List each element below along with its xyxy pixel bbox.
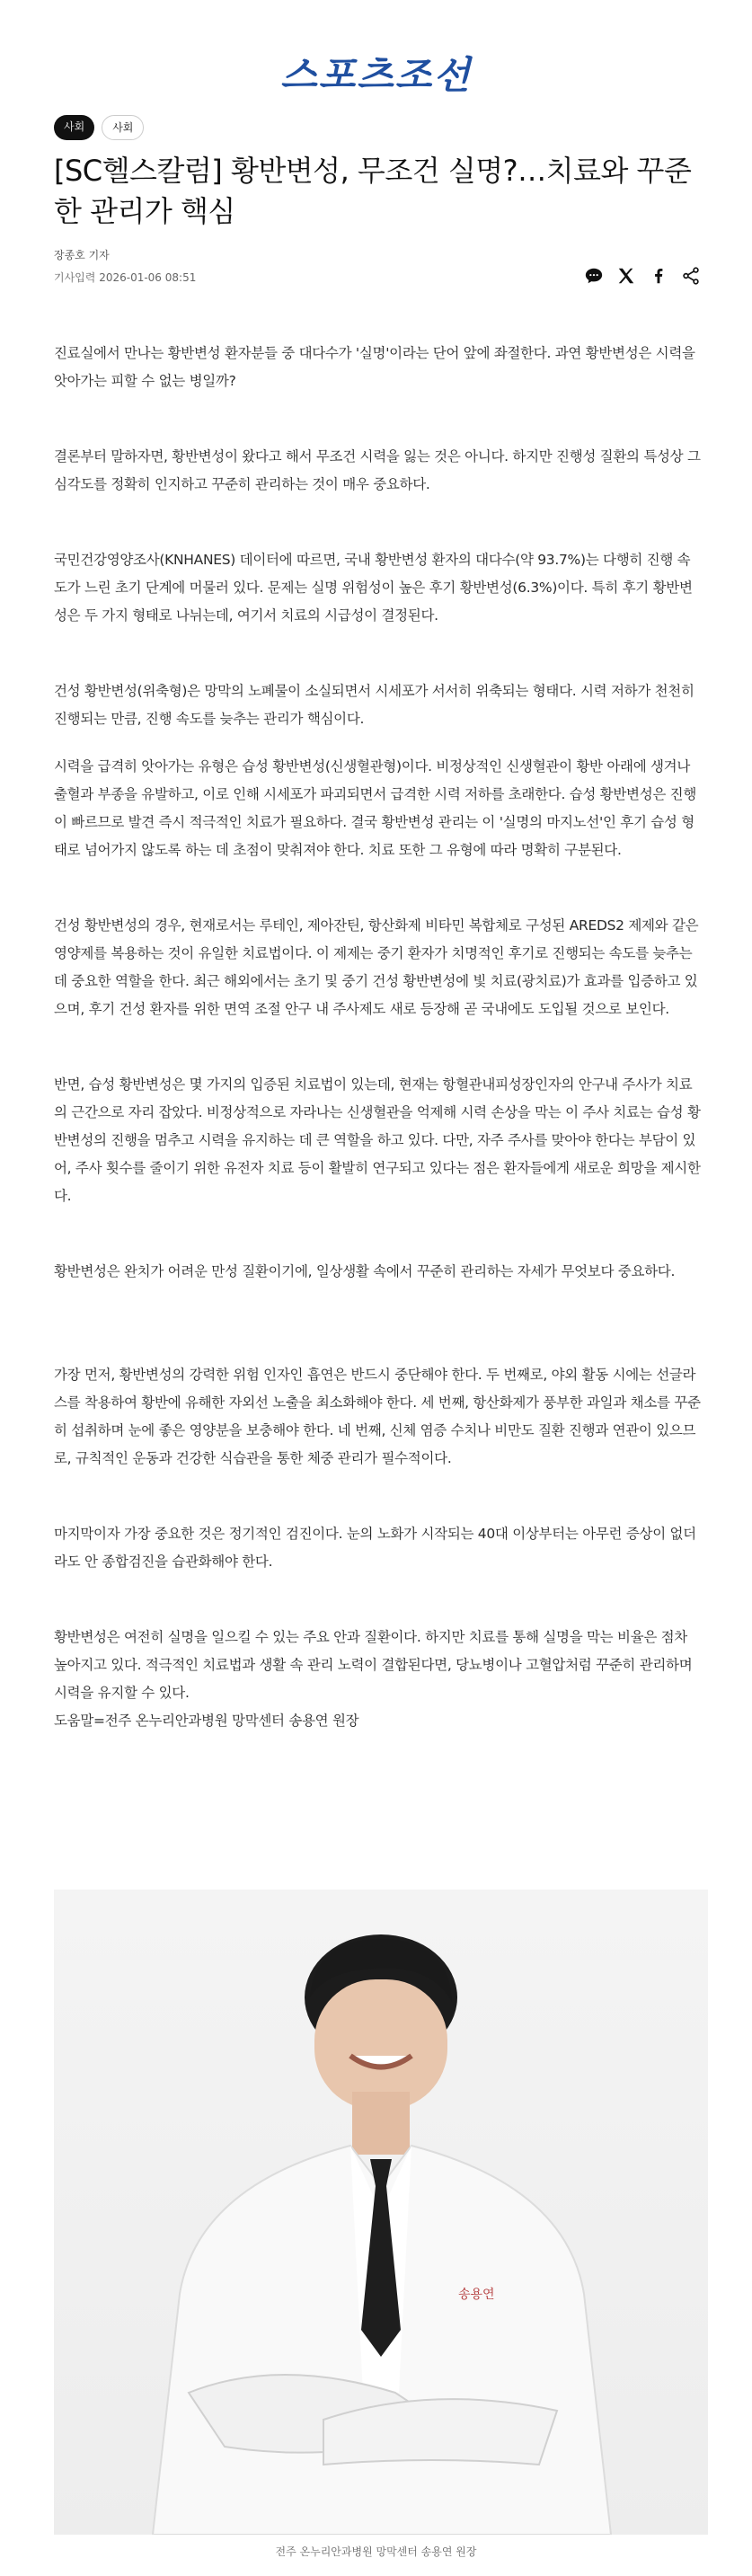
paragraph: 국민건강영양조사(KNHANES) 데이터에 따르면, 국내 황반변성 환자의 대다수(약 93.7%)는 다행히 진행 속도가 느린 초기 단계에 머물러 있다. 문제는 실명 위험성이 높은 후기 황반변성(6.3%)이다. 특히 후기 황반변성은 두 가지 형태로 나뉘는데, 여기서 치료의 시급성이 결정된다. — [54, 552, 693, 624]
category-tag-primary[interactable]: 사회 — [54, 115, 94, 140]
paragraph: 마지막이자 가장 중요한 것은 정기적인 검진이다. 눈의 노화가 시작되는 40대 이상부터는 아무런 증상이 없더라도 안 종합검진을 습관화해야 한다. — [54, 1526, 696, 1570]
paragraph: 건성 황반변성의 경우, 현재로서는 루테인, 제아잔틴, 항산화제 비타민 복합체로 구성된 AREDS2 제제와 같은 영양제를 복용하는 것이 유일한 치료법이다. 이 제제는 중기 환자가 치명적인 후기로 진행되는 속도를 늦추는 데 중요한 역할을 한다. 최근 해외에서는 초기 및 중기 건성 황반변성에 빛 치료(광치료)가 효과를 입증하고 있으며, 후기 건성 환자를 위한 면역 조절 안구 내 주사제도 새로 등장해 곧 국내에도 도입될 것으로 보인다. — [54, 917, 699, 1017]
paragraph: 결론부터 말하자면, 황반변성이 왔다고 해서 무조건 시력을 잃는 것은 아니다. 하지만 진행성 질환의 특성상 그 심각도를 정확히 인지하고 꾸준히 관리하는 것이 매우 중요하다. — [54, 448, 701, 492]
article-body — [54, 340, 701, 1735]
paragraph: 건성 황반변성(위축형)은 망막의 노폐물이 소실되면서 시세포가 서서히 위축되는 형태다. 시력 저하가 천천히 진행되는 만큼, 진행 속도를 늦추는 관리가 핵심이다. — [54, 683, 694, 727]
source-credit: 도움말=전주 온누리안과병원 망막센터 송용연 원장 — [54, 1713, 359, 1729]
article-title: [SC헬스칼럼] 황반변성, 무조건 실명?…치료와 꾸준한 관리가 핵심 — [54, 154, 692, 228]
share-icon[interactable] — [681, 266, 701, 286]
comment-icon[interactable] — [584, 266, 604, 286]
photo-caption: 전주 온누리안과병원 망막센터 송용연 원장 — [275, 2545, 477, 2558]
paragraph: 반면, 습성 황반변성은 몇 가지의 입증된 치료법이 있는데, 현재는 항혈관내피성장인자의 안구내 주사가 치료의 근간으로 자리 잡았다. 비정상적으로 자라나는 신생혈관을 억제해 시력 손상을 막는 이 주사 치료는 습성 황반변성의 진행을 멈추고 시력을 유지하는 데 큰 역할을 하고 있다. 다만, 자주 주사를 맞아야 한다는 부담이 있어, 주사 횟수를 줄이기 위한 유전자 치료 등이 활발히 연구되고 있다는 점은 환자들에게 새로운 희망을 제시한다. — [54, 1076, 701, 1204]
author-byline: 장종호 기자 — [54, 249, 110, 261]
paragraph: 황반변성은 완치가 어려운 만성 질환이기에, 일상생활 속에서 꾸준히 관리하는 자세가 무엇보다 중요하다. — [54, 1263, 676, 1279]
gown-embroidery-name: 송용연 — [458, 2288, 495, 2302]
paragraph: 시력을 급격히 앗아가는 유형은 습성 황반변성(신생혈관형)이다. 비정상적인 신생혈관이 황반 아래에 생겨나 출혈과 부종을 유발하고, 이로 인해 시세포가 파괴되면서 급격한 시력 저하를 초래한다. 습성 황반변성은 진행이 빠르므로 발견 즉시 적극적인 치료가 필요하다. 결국 황반변성 관리는 이 '실명의 마지노선'인 후기 습성 형태로 넘어가지 않도록 하는 데 초점이 맞춰져야 한다. 치료 또한 그 유형에 따라 명확히 구분된다. — [54, 758, 697, 858]
masthead — [0, 54, 752, 97]
share-bar — [584, 266, 701, 286]
date-label: 기사입력 — [54, 271, 96, 284]
paragraph: 가장 먼저, 황반변성의 강력한 위험 인자인 흡연은 반드시 중단해야 한다. 두 번째로, 야외 활동 시에는 선글라스를 착용하여 황반에 유해한 자외선 노출을 최소화해야 한다. 세 번째, 항산화제가 풍부한 과일과 채소를 꾸준히 섭취하며 눈에 좋은 영양분을 보충해야 한다. 네 번째, 신체 염증 수치나 비만도 질환 진행과 연관이 있으므로, 규칙적인 운동과 건강한 식습관을 통한 체중 관리가 필수적이다. — [54, 1367, 701, 1466]
category-tag-secondary[interactable]: 사회 — [102, 115, 144, 140]
x-icon[interactable] — [616, 266, 636, 286]
facebook-icon[interactable] — [649, 266, 668, 286]
paragraph: 진료실에서 만나는 황반변성 환자분들 중 대다수가 '실명'이라는 단어 앞에 좌절한다. 과연 황반변성은 시력을 앗아가는 피할 수 없는 병일까? — [54, 345, 695, 389]
publish-date — [54, 270, 196, 285]
date-value: 2026-01-06 08:51 — [99, 271, 197, 284]
site-logo[interactable]: 스포츠조선 — [280, 53, 472, 97]
paragraph: 황반변성은 여전히 실명을 일으킬 수 있는 주요 안과 질환이다. 하지만 치료를 통해 실명을 막는 비율은 점차 높아지고 있다. 적극적인 치료법과 생활 속 관리 노력이 결합된다면, 당뇨병이나 고혈압처럼 꾸준히 관리하며 시력을 유지할 수 있다. — [54, 1629, 693, 1701]
category-tags — [54, 115, 144, 140]
doctor-portrait-image — [54, 1890, 708, 2535]
article-photo — [54, 1890, 708, 2535]
